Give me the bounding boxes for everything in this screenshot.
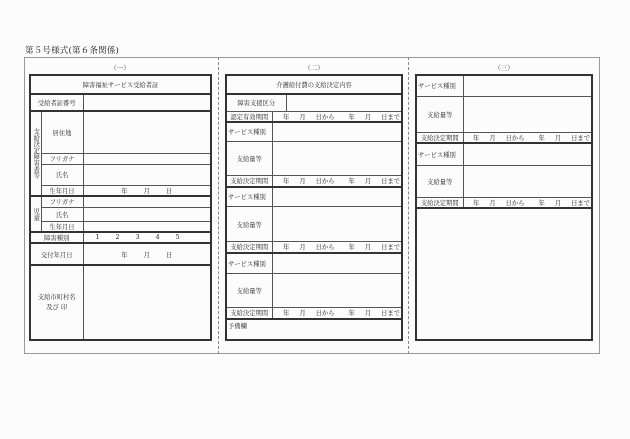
to-day-unit: 日まで [571,200,590,207]
amount-field[interactable] [463,96,592,132]
day-unit: 日 [165,187,173,195]
amount-label: 支給量等 [226,274,272,308]
day-unit: 日 [165,251,173,259]
issue-date-label: 交付年月日 [30,243,83,265]
panel-2-decision-table [225,74,403,341]
month-unit: 月 [554,134,562,142]
month-unit: 月 [143,251,150,259]
remarks-field[interactable] [226,319,402,341]
month-unit: 月 [364,310,372,318]
amount-label: 支給量等 [416,166,463,198]
month-unit: 月 [364,244,372,252]
certificate-title: 障害福祉サービス受給者証 [30,75,211,94]
year-unit: 年 [348,178,355,186]
disability-type-4[interactable]: 4 [155,234,160,241]
decision-period-field[interactable] [463,132,592,143]
service-type-field[interactable] [463,75,592,96]
address-field[interactable] [83,111,211,153]
amount-field[interactable] [272,142,402,176]
panel-2-number: （二） [304,64,324,72]
child-birthdate-label: 生年月日 [41,221,83,232]
panel-3-decision-table [415,74,593,341]
decision-period-label: 支給決定期間 [416,198,463,209]
decision-period-field[interactable] [272,308,402,319]
from-day-unit: 日から [505,200,525,207]
amount-label: 支給量等 [226,207,272,242]
month-unit: 月 [299,178,306,186]
year-unit: 年 [283,244,290,252]
panel-1-certificate-table [29,74,212,341]
year-unit: 年 [348,113,355,121]
child-name-field[interactable] [83,207,211,221]
month-unit: 月 [299,244,306,252]
address-label: 居住地 [41,111,83,153]
child-furigana-field[interactable] [83,196,211,207]
municipality-seal-field[interactable] [83,265,211,340]
decision-period-label: 支給決定期間 [226,242,272,253]
municipality-label-line1: 支給市町村名 [37,293,76,301]
from-day-unit: 日から [315,244,335,252]
cert-number-label: 受給者証番号 [30,94,83,111]
birthdate-field[interactable] [83,185,211,196]
month-unit: 月 [489,200,496,207]
panel-3-number: （三） [494,64,514,72]
amount-field[interactable] [272,274,402,308]
disability-type-label: 障害種別 [30,232,83,243]
decision-period-field[interactable] [272,176,402,187]
to-day-unit: 日まで [381,244,400,252]
amount-label: 支給量等 [416,96,463,132]
form-caption: 第５号様式(第６条関係) [25,46,120,56]
to-day-unit: 日まで [381,178,400,186]
amount-field[interactable] [463,166,592,198]
disability-type-options[interactable] [83,232,211,243]
decision-period-field[interactable] [463,198,592,209]
child-furigana-label: フリガナ [41,196,83,207]
service-type-field[interactable] [272,253,402,274]
year-unit: 年 [121,187,128,195]
child-birthdate-field[interactable] [83,221,211,232]
amount-field[interactable] [272,207,402,242]
cert-period-field[interactable] [272,111,402,122]
month-unit: 月 [299,113,306,121]
municipality-label-line2: 及び 印 [46,303,68,311]
service-type-label: サービス種別 [226,253,272,274]
remarks-label: 予備欄 [228,322,247,330]
service-type-label: サービス種別 [416,75,463,96]
child-name-label: 氏名 [41,207,83,221]
fold-line-1 [218,57,219,354]
to-day-unit: 日まで [571,134,590,142]
year-unit: 年 [283,178,290,186]
furigana-field[interactable] [83,153,211,164]
fold-line-2 [408,57,409,354]
service-type-label: サービス種別 [416,143,463,166]
from-day-unit: 日から [315,310,335,318]
year-unit: 年 [121,251,128,259]
year-unit: 年 [538,200,545,207]
support-class-field[interactable] [286,94,402,111]
to-day-unit: 日まで [381,113,400,121]
decision-period-label: 支給決定期間 [226,176,272,187]
amount-label: 支給量等 [226,142,272,176]
year-unit: 年 [348,244,355,252]
furigana-label: フリガナ [41,153,83,164]
disability-type-2[interactable]: 2 [115,234,120,241]
month-unit: 月 [143,187,150,195]
panel-1-number: （一） [110,64,130,72]
service-type-label: サービス種別 [226,122,272,142]
support-class-label: 障害支援区分 [226,94,286,111]
service-type-field[interactable] [272,122,402,142]
decision-period-label: 支給決定期間 [226,308,272,319]
blank-area[interactable] [416,208,592,340]
year-unit: 年 [348,310,355,318]
issue-date-field[interactable] [83,243,211,265]
disability-type-1[interactable]: 1 [95,234,100,241]
from-day-unit: 日から [315,113,335,121]
month-unit: 月 [554,200,562,207]
municipality-label [30,265,83,340]
month-unit: 月 [489,134,496,142]
decision-period-label: 支給決定期間 [416,132,463,143]
cert-period-label: 認定有効期間 [226,111,272,122]
year-unit: 年 [473,134,480,142]
from-day-unit: 日から [315,178,335,186]
year-unit: 年 [473,200,480,207]
child-group-label: 児童 [30,196,41,232]
month-unit: 月 [299,310,306,318]
birthdate-label: 生年月日 [41,185,83,196]
from-day-unit: 日から [505,134,525,142]
service-type-label: サービス種別 [226,187,272,207]
recipient-group-label: 支給決定障害者等 [30,111,41,196]
decision-period-field[interactable] [272,242,402,253]
name-field[interactable] [83,164,211,185]
month-unit: 月 [364,178,372,186]
year-unit: 年 [538,134,545,142]
disability-type-5[interactable]: 5 [175,234,180,241]
cert-number-field[interactable] [83,94,211,111]
service-type-field[interactable] [272,187,402,207]
service-type-field[interactable] [463,143,592,166]
year-unit: 年 [283,113,290,121]
month-unit: 月 [364,113,372,121]
disability-type-3[interactable]: 3 [135,234,140,241]
name-label: 氏名 [41,164,83,185]
decision-title: 介護給付費の支給決定内容 [226,75,402,94]
year-unit: 年 [283,310,290,318]
to-day-unit: 日まで [381,310,400,318]
